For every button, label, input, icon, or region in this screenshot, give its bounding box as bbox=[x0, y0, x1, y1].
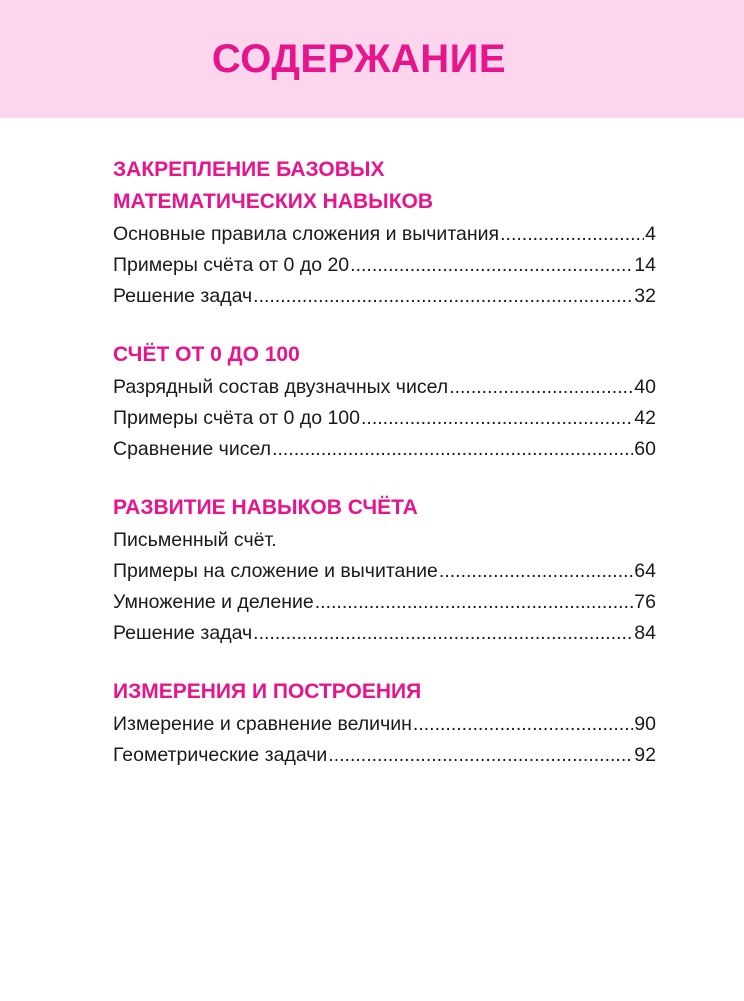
toc-entry-label: Геометрические задачи bbox=[113, 744, 328, 766]
dot-leader bbox=[350, 250, 633, 281]
toc-entry[interactable] bbox=[113, 618, 656, 649]
toc-entry[interactable] bbox=[113, 403, 656, 434]
toc-entry-page: 42 bbox=[634, 407, 656, 429]
dot-leader bbox=[253, 281, 633, 312]
toc-entry[interactable] bbox=[113, 556, 656, 587]
page-title: СОДЕРЖАНИЕ bbox=[211, 37, 507, 81]
section-title: МАТЕМАТИЧЕСКИХ НАВЫКОВ bbox=[113, 190, 434, 213]
toc-entry-label: Разрядный состав двузначных чисел bbox=[113, 376, 449, 398]
toc-entry-label: Примеры счёта от 0 до 20 bbox=[113, 254, 350, 276]
toc-entry-page: 76 bbox=[634, 591, 656, 613]
section-title: СЧЁТ ОТ 0 ДО 100 bbox=[113, 343, 300, 366]
toc-section-counting-skills bbox=[113, 493, 656, 649]
toc-section-counting-to-100 bbox=[113, 340, 656, 465]
toc-entry[interactable] bbox=[113, 250, 656, 281]
toc-entry-label: Сравнение чисел bbox=[113, 438, 272, 460]
toc-entry[interactable] bbox=[113, 709, 656, 740]
dot-leader bbox=[439, 556, 633, 587]
toc-entry-label: Решение задач bbox=[113, 622, 253, 644]
toc-entry-page: 90 bbox=[634, 713, 656, 735]
toc-entry-label: Примеры счёта от 0 до 100 bbox=[113, 407, 360, 429]
toc-entry-label: Письменный счёт. bbox=[113, 529, 277, 551]
toc-section-measurement bbox=[113, 677, 656, 771]
section-title: ЗАКРЕПЛЕНИЕ БАЗОВЫХ bbox=[113, 158, 385, 181]
toc-entry[interactable] bbox=[113, 587, 656, 618]
toc-entry-page: 92 bbox=[634, 744, 656, 766]
toc-entry-page: 4 bbox=[645, 223, 656, 245]
table-of-contents bbox=[113, 155, 656, 799]
dot-leader bbox=[449, 372, 633, 403]
section-title: ИЗМЕРЕНИЯ И ПОСТРОЕНИЯ bbox=[113, 680, 422, 703]
dot-leader bbox=[328, 740, 633, 771]
toc-entry[interactable] bbox=[113, 372, 656, 403]
toc-section-basic-skills bbox=[113, 155, 656, 312]
toc-entry[interactable] bbox=[113, 219, 656, 250]
dot-leader bbox=[361, 403, 633, 434]
toc-entry-page: 32 bbox=[634, 285, 656, 307]
toc-entry-label: Решение задач bbox=[113, 285, 253, 307]
dot-leader bbox=[315, 587, 634, 618]
toc-entry-page: 84 bbox=[634, 622, 656, 644]
toc-entry-page: 14 bbox=[634, 254, 656, 276]
section-title: РАЗВИТИЕ НАВЫКОВ СЧЁТА bbox=[113, 496, 418, 519]
toc-entry-label: Основные правила сложения и вычитания bbox=[113, 223, 500, 245]
toc-subheading bbox=[113, 525, 656, 556]
toc-entry-page: 60 bbox=[634, 438, 656, 460]
dot-leader bbox=[253, 618, 633, 649]
toc-entry-page: 64 bbox=[634, 560, 656, 582]
dot-leader bbox=[413, 709, 633, 740]
toc-entry-page: 40 bbox=[634, 376, 656, 398]
toc-entry[interactable] bbox=[113, 281, 656, 312]
toc-entry[interactable] bbox=[113, 434, 656, 465]
toc-entry-label: Умножение и деление bbox=[113, 591, 314, 613]
toc-entry[interactable] bbox=[113, 740, 656, 771]
toc-entry-label: Измерение и сравнение величин bbox=[113, 713, 412, 735]
dot-leader bbox=[500, 219, 644, 250]
dot-leader bbox=[272, 434, 633, 465]
toc-entry-label: Примеры на сложение и вычитание bbox=[113, 560, 438, 582]
